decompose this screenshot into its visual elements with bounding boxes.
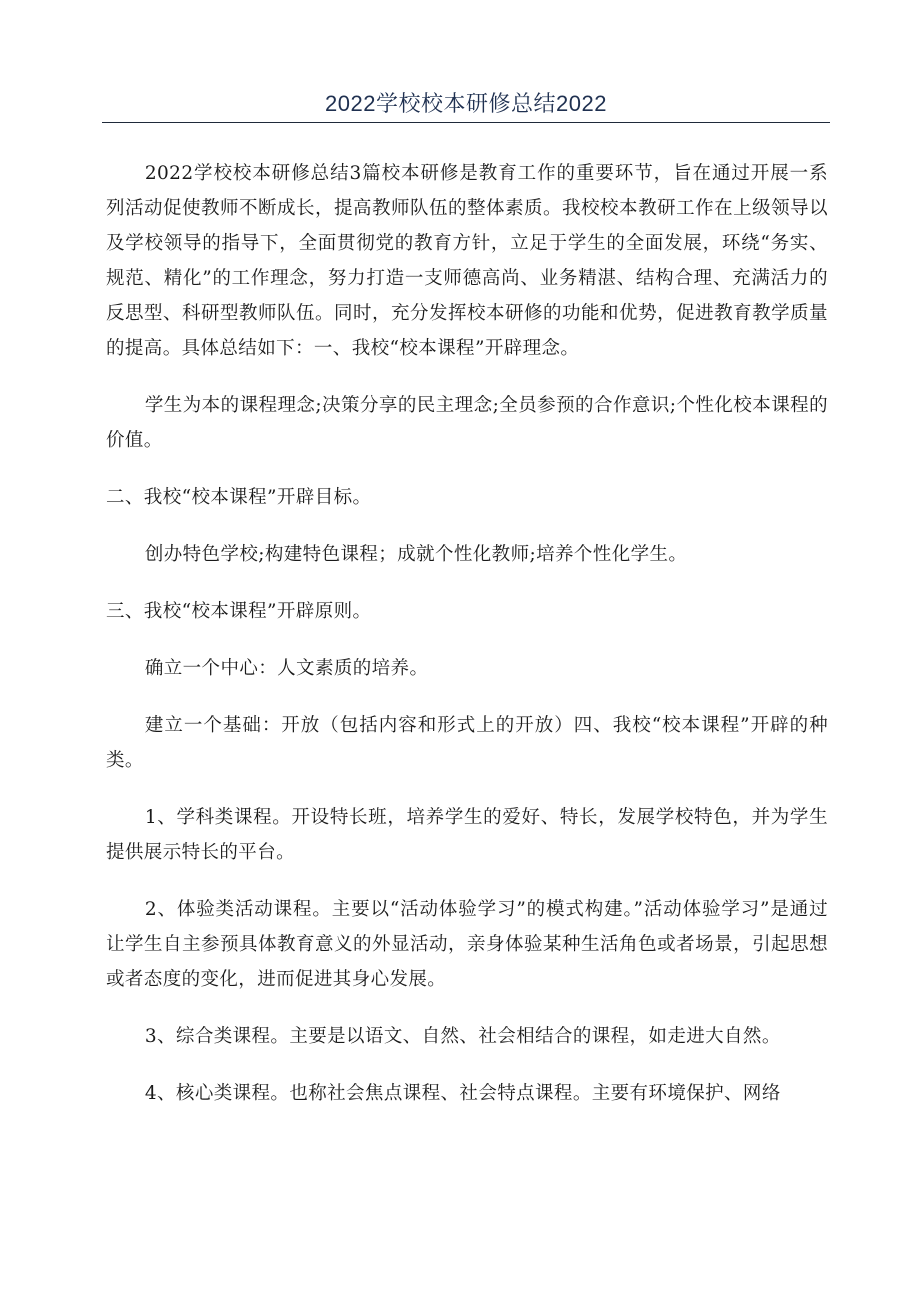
paragraph-intro: 2022学校校本研修总结3篇校本研修是教育工作的重要环节，旨在通过开展一系列活动促使教师不断成长，提高教师队伍的整体素质。我校校本教研工作在上级领导以及学校领导的指导下，全面贯彻党的教育方针，立足于学生的全面发展，环绕“务实、规范、精化”的工作理念，努力打造一支师德高尚、业务精湛、结构合理、充满活力的反思型、科研型教师队伍。同时，充分发挥校本研修的功能和优势，促进教育教学质量的提高。具体总结如下：一、我校“校本课程”开辟理念。 bbox=[106, 163, 828, 359]
list-item-integrated-courses: 3、综合类课程。主要是以语文、自然、社会相结合的课程，如走进大自然。 bbox=[144, 1026, 781, 1047]
list-item-core-courses: 4、核心类课程。也称社会焦点课程、社会特点课程。主要有环境保护、网络 bbox=[144, 1083, 781, 1104]
document-body bbox=[106, 156, 828, 1111]
list-item-subject-courses: 1、学科类课程。开设特长班，培养学生的爱好、特长，发展学校特色，并为学生提供展示特长的平台。 bbox=[106, 807, 828, 863]
document-header bbox=[102, 88, 830, 123]
paragraph-concept: 学生为本的课程理念;决策分享的民主理念;全员参预的合作意识;个性化校本课程的价值。 bbox=[106, 395, 828, 451]
heading-principles: 三、我校“校本课程”开辟原则。 bbox=[106, 601, 372, 622]
paragraph-center: 确立一个中心：人文素质的培养。 bbox=[144, 658, 429, 679]
paragraph-foundation: 建立一个基础：开放（包括内容和形式上的开放）四、我校“校本课程”开辟的种类。 bbox=[106, 715, 828, 771]
heading-goals: 二、我校“校本课程”开辟目标。 bbox=[106, 487, 372, 508]
list-item-experience-courses: 2、体验类活动课程。主要以“活动体验学习”的模式构建。”活动体验学习”是通过让学生自主参预具体教育意义的外显活动，亲身体验某种生活角色或者场景，引起思想或者态度的变化，进而促进其身心发展。 bbox=[106, 899, 828, 990]
paragraph-goals: 创办特色学校;构建特色课程；成就个性化教师;培养个性化学生。 bbox=[144, 544, 688, 565]
page-title: 2022学校校本研修总结2022 bbox=[325, 91, 607, 116]
